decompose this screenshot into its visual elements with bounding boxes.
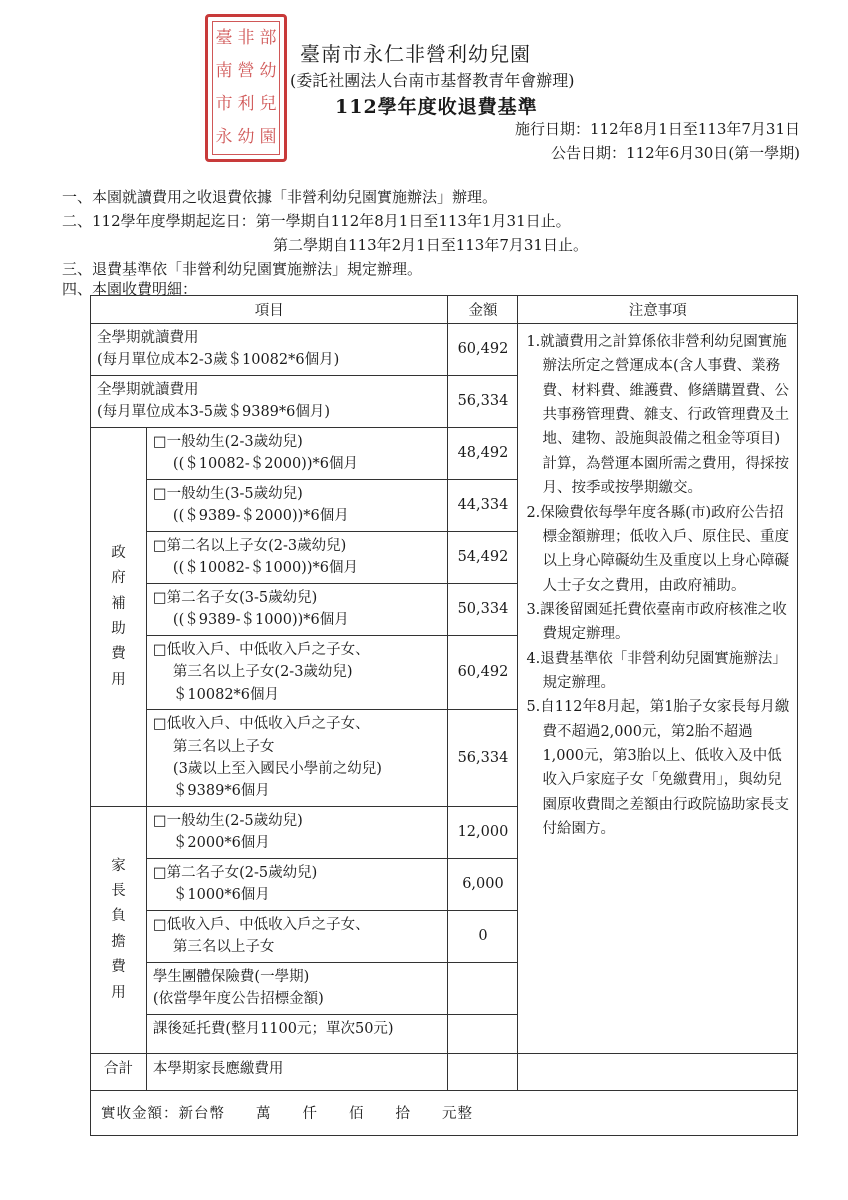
item-line: □低收入戶、中低收入戶之子女、 [152,641,370,658]
seal-char: 兒 [259,94,277,114]
document-title: 112學年度收退費基準 [335,96,538,118]
seal-characters [212,21,280,155]
total-notes [518,1053,798,1090]
item-line: ((＄9389-＄2000))*6個月 [172,508,349,525]
vertical-char: 助 [111,620,126,637]
item-line: 全學期就讀費用 [97,381,199,398]
item-line: (3歲以上至入國民小學前之幼兒) [172,760,382,777]
item-line: 全學期就讀費用 [97,330,199,346]
vertical-char: 政 [111,544,126,561]
item-line: □低收入戶、中低收入戶之子女、 [152,716,370,733]
item-line: □第二名子女(3-5歲幼兒) [152,589,318,606]
received-row [91,1090,798,1135]
amount-cell: 56,334 [448,375,518,427]
seal-char: 永 [215,127,233,147]
seal-char: 市 [215,94,233,114]
seal-char: 部 [259,28,277,48]
seal-char: 非 [237,28,255,48]
item-line: 學生團體保險費(一學期) [152,968,310,985]
operator-name: (委託社團法人台南市基督教青年會辦理) [290,71,575,90]
header-item: 項目 [91,296,448,324]
vertical-char: 補 [111,595,126,612]
official-seal [205,14,287,162]
vertical-char: 費 [111,959,126,976]
amount-cell: 44,334 [448,479,518,531]
table-header-row [91,296,798,324]
clause-2: 二、112學年度學期起迄日：第一學期自112年8月1日至113年1月31日止。 [62,212,571,230]
header-notes: 注意事項 [518,296,798,324]
announcement-date: 公告日期：112年6月30日(第一學期) [551,144,800,162]
amount-cell: 60,492 [448,324,518,376]
fee-item [146,583,448,635]
seal-char: 園 [259,127,277,147]
amount-cell [448,1014,518,1053]
item-line: □第二名以上子女(2-3歲幼兒) [152,537,347,554]
amount-cell: 12,000 [448,806,518,858]
vertical-char: 府 [111,570,126,587]
item-line: ＄1000*6個月 [172,887,270,904]
clause-1: 一、本園就讀費用之收退費依據「非營利幼兒園實施辦法」辦理。 [62,188,498,206]
amount-cell: 60,492 [448,635,518,709]
fee-item [146,858,448,910]
fee-item [146,531,448,583]
item-line: 第三名以上子女(2-3歲幼兒) [172,664,353,681]
item-line: 第三名以上子女 [172,939,275,956]
item-line: □一般幼生(2-5歲幼兒) [152,812,303,829]
vertical-char: 負 [111,908,126,925]
seal-char: 臺 [215,28,233,48]
vertical-char: 用 [111,671,126,688]
note-item: 5.自112年8月起，第1胎子女家長每月繳費不超過2,000元，第2胎不超過1,000元，第3胎以上、低收入及中低收入戶家庭子女「免繳費用」，與幼兒園原收費間之差額由行政院協助家長支付給園方。 [526,699,790,838]
effective-date: 施行日期：112年8月1日至113年7月31日 [515,120,800,138]
amount-cell: 6,000 [448,858,518,910]
item-line: 課後延托費(整月1100元；單次50元) [152,1020,394,1037]
parent-burden-label [91,806,147,1053]
seal-char: 幼 [259,61,277,81]
full-fee-item [91,375,448,427]
fee-item [146,1014,448,1053]
vertical-char: 用 [111,984,126,1001]
vertical-char: 長 [111,883,126,900]
fee-item [146,710,448,807]
clause-4: 四、本園收費明細： [62,280,198,298]
item-line: ((＄10082-＄1000))*6個月 [172,560,358,577]
item-line: □一般幼生(2-3歲幼兒) [152,433,303,450]
amount-cell: 48,492 [448,427,518,479]
note-item: 2.保險費依每學年度各縣(市)政府公告招標金額辦理；低收入戶、原住民、重度以上身心障礙幼生及重度以上身心障礙人士子女之費用，由政府補助。 [526,504,789,594]
item-line: ((＄9389-＄1000))*6個月 [172,612,349,629]
seal-char: 幼 [237,127,255,147]
item-line: ＄2000*6個月 [172,835,270,852]
fee-item [146,427,448,479]
item-line: ＄10082*6個月 [172,686,280,703]
fee-item [146,962,448,1014]
clause-2-second-semester: 第二學期自113年2月1日至113年7月31日止。 [273,236,588,254]
fee-item [146,479,448,531]
amount-cell: 54,492 [448,531,518,583]
note-item: 3.課後留園延托費依臺南市政府核准之收費規定辦理。 [526,601,787,643]
government-subsidy-label [91,427,147,806]
item-line: □一般幼生(3-5歲幼兒) [152,485,303,502]
seal-char: 利 [237,94,255,114]
vertical-char: 擔 [111,933,126,950]
total-amount [448,1053,518,1090]
item-line: ＄9389*6個月 [172,783,270,800]
total-row [91,1053,798,1090]
item-line: 第三名以上子女 [172,738,275,755]
fee-item [146,910,448,962]
note-item: 1.就讀費用之計算係依非營利幼兒園實施辦法所定之營運成本(含人事費、業務費、材料費、維護費、修繕購置費、公共事務管理費、雜支、行政管理費及土地、建物、設施與設備之租金等項目)計算，為營運本園所需之費用，得採按月、按季或按學期繳交。 [526,334,789,497]
seal-char: 營 [237,61,255,81]
item-line: □第二名子女(2-5歲幼兒) [152,864,318,881]
total-text: 本學期家長應繳費用 [146,1053,448,1090]
seal-char: 南 [215,61,233,81]
vertical-char: 費 [111,646,126,663]
item-line: (每月單位成本3-5歲＄9389*6個月) [97,404,331,421]
table-row [91,324,798,376]
amount-cell [448,962,518,1014]
amount-cell: 50,334 [448,583,518,635]
total-label: 合計 [91,1053,147,1090]
amount-cell: 0 [448,910,518,962]
item-line: □低收入戶、中低收入戶之子女、 [152,916,370,933]
item-line: (每月單位成本2-3歲＄10082*6個月) [97,352,340,369]
fee-item [146,806,448,858]
header-amount: 金額 [448,296,518,324]
item-line: ((＄10082-＄2000))*6個月 [172,456,358,473]
school-name: 臺南市永仁非營利幼兒園 [300,42,531,66]
note-item: 4.退費基準依「非營利幼兒園實施辦法」規定辦理。 [526,650,787,692]
vertical-char: 家 [111,857,126,874]
received-amount: 實收金額：新台幣 萬 仟 佰 拾 元整 [91,1090,798,1135]
fee-table [90,295,798,1136]
notes-cell [518,324,798,1054]
clause-3: 三、退費基準依「非營利幼兒園實施辦法」規定辦理。 [62,260,423,278]
item-line: (依當學年度公告招標金額) [152,991,324,1008]
amount-cell: 56,334 [448,710,518,807]
fee-item [146,635,448,709]
full-fee-item [91,324,448,376]
